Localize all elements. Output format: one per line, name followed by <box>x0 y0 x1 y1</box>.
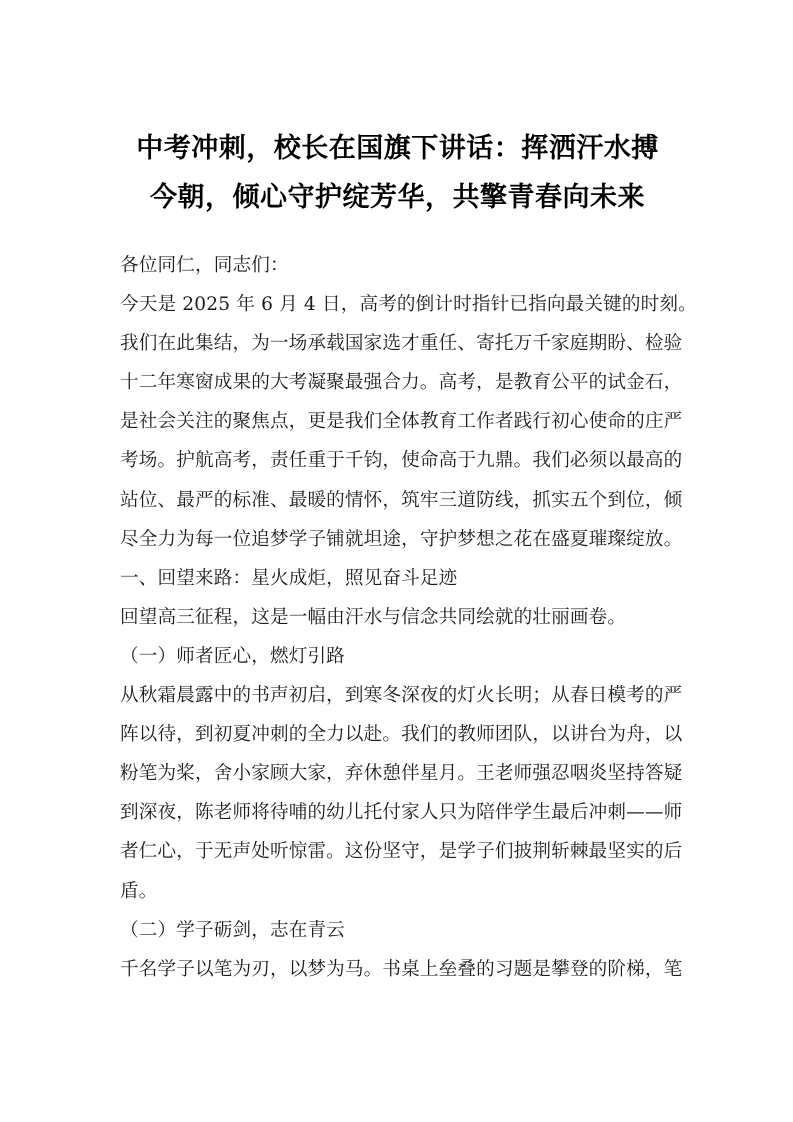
document-title <box>110 124 685 222</box>
paragraph-line: 我们在此集结，为一场承载国家选才重任、寄托万千家庭期盼、检验 <box>120 333 683 355</box>
paragraph-line: 粉笔为桨，舍小家顾大家，弃休憩伴星月。王老师强忍咽炎坚持答疑 <box>120 763 683 785</box>
paragraph-line: 是社会关注的聚焦点，更是我们全体教育工作者践行初心使命的庄严 <box>120 411 683 433</box>
paragraph-line: 回望高三征程，这是一幅由汗水与信念共同绘就的壮丽画卷。 <box>120 606 627 628</box>
paragraph-line: 盾。 <box>120 880 158 902</box>
paragraph-line: 尽全力为每一位追梦学子铺就坦途，守护梦想之花在盛夏璀璨绽放。 <box>120 528 683 550</box>
paragraph-line: 站位、最严的标准、最暖的情怀，筑牢三道防线，抓实五个到位，倾 <box>120 489 683 511</box>
document-body <box>120 246 697 989</box>
section-heading: 一、回望来路：星火成炬，照见奋斗足迹 <box>120 567 458 589</box>
title-line-2: 今朝，倾心守护绽芳华，共擎青春向未来 <box>150 182 645 213</box>
paragraph-line: 十二年寒窗成果的大考凝聚最强合力。高考，是教育公平的试金石， <box>120 372 683 394</box>
title-line-1: 中考冲刺，校长在国旗下讲话：挥洒汗水搏 <box>136 133 659 164</box>
subsection-heading: （一）师者匠心，燃灯引路 <box>120 645 345 667</box>
paragraph-line: 今天是 2025 年 6 月 4 日，高考的倒计时指针已指向最关键的时刻。 <box>120 294 697 316</box>
salutation: 各位同仁，同志们： <box>120 255 289 276</box>
paragraph-line: 到深夜，陈老师将待哺的幼儿托付家人只为陪伴学生最后冲刺——师 <box>120 802 683 824</box>
paragraph-line: 从秋霜晨露中的书声初启，到寒冬深夜的灯火长明；从春日模考的严 <box>120 685 683 707</box>
paragraph-line: 阵以待，到初夏冲刺的全力以赴。我们的教师团队，以讲台为舟，以 <box>120 724 683 746</box>
paragraph-line: 者仁心，于无声处听惊雷。这份坚守，是学子们披荆斩棘最坚实的后 <box>120 841 683 863</box>
paragraph-line: 千名学子以笔为刃，以梦为马。书桌上垒叠的习题是攀登的阶梯，笔 <box>120 958 683 980</box>
subsection-heading: （二）学子砺剑，志在青云 <box>120 919 345 941</box>
paragraph-line: 考场。护航高考，责任重于千钧，使命高于九鼎。我们必须以最高的 <box>120 450 683 472</box>
